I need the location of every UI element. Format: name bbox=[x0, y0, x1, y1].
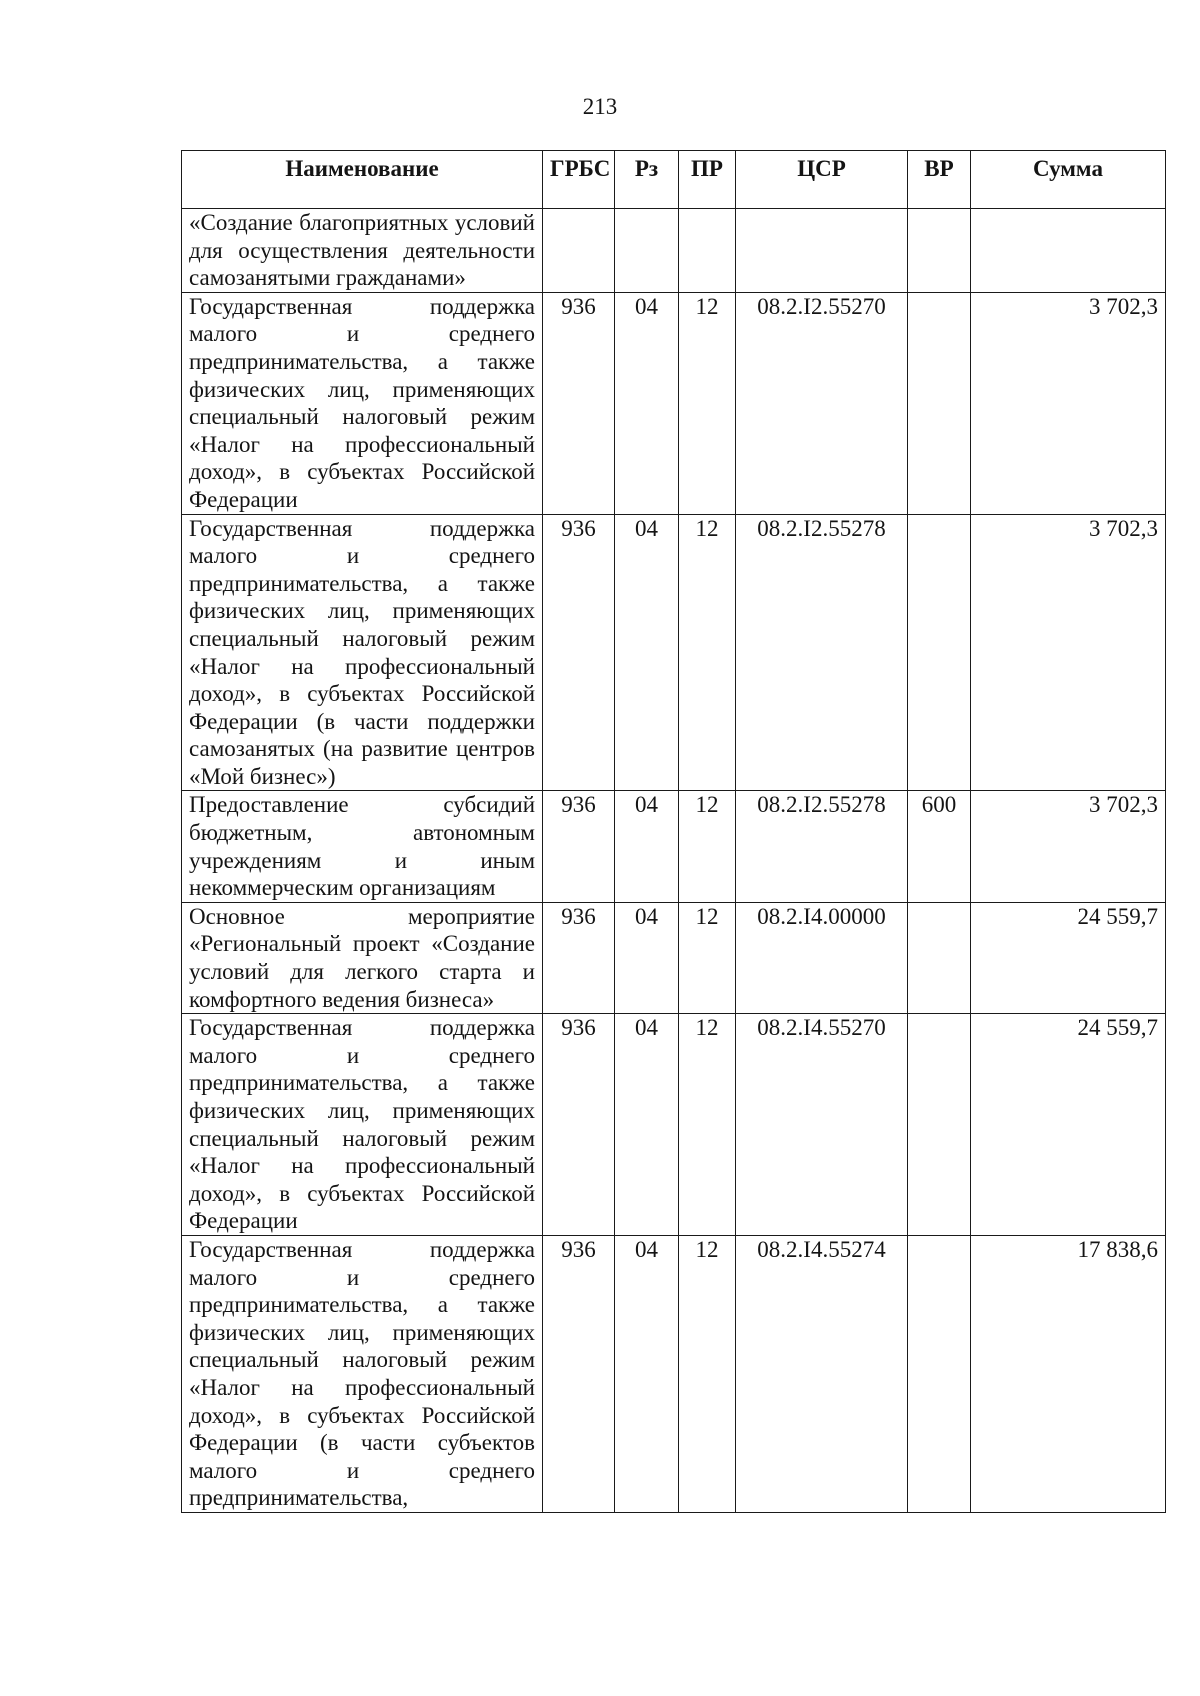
row-csr-cell bbox=[736, 209, 908, 293]
row-rz-cell: 04 bbox=[615, 292, 679, 514]
row-pr-cell: 12 bbox=[679, 902, 736, 1013]
row-pr-cell: 12 bbox=[679, 1235, 736, 1512]
row-grbs-cell: 936 bbox=[543, 791, 615, 902]
row-grbs-cell: 936 bbox=[543, 1235, 615, 1512]
row-csr-cell: 08.2.I4.55270 bbox=[736, 1014, 908, 1236]
row-sum-cell: 24 559,7 bbox=[971, 1014, 1166, 1236]
table-header-row bbox=[182, 151, 1166, 209]
table-row bbox=[182, 209, 1166, 293]
row-vr-cell bbox=[908, 209, 971, 293]
row-sum-cell: 3 702,3 bbox=[971, 292, 1166, 514]
row-csr-cell: 08.2.I2.55278 bbox=[736, 514, 908, 791]
row-pr-cell bbox=[679, 209, 736, 293]
row-grbs-cell: 936 bbox=[543, 1014, 615, 1236]
row-name-cell: Предоставление субсидий бюджетным, автономным учреждениям и иным некоммерческим организациям bbox=[182, 791, 543, 902]
row-csr-cell: 08.2.I4.00000 bbox=[736, 902, 908, 1013]
row-vr-cell bbox=[908, 1235, 971, 1512]
column-header-grbs: ГРБС bbox=[543, 151, 615, 209]
column-header-csr: ЦСР bbox=[736, 151, 908, 209]
row-name-cell: Основное мероприятие «Региональный проект «Создание условий для легкого старта и комфортного ведения бизнеса» bbox=[182, 902, 543, 1013]
row-vr-cell bbox=[908, 902, 971, 1013]
column-header-rz: Рз bbox=[615, 151, 679, 209]
row-csr-cell: 08.2.I2.55278 bbox=[736, 791, 908, 902]
page-number: 213 bbox=[582, 94, 618, 119]
row-grbs-cell: 936 bbox=[543, 292, 615, 514]
row-sum-cell: 3 702,3 bbox=[971, 791, 1166, 902]
row-grbs-cell: 936 bbox=[543, 902, 615, 1013]
column-header-pr: ПР bbox=[679, 151, 736, 209]
row-pr-cell: 12 bbox=[679, 1014, 736, 1236]
row-name-cell: Государственная поддержка малого и среднего предпринимательства, а также физических лиц, применяющих специальный налоговый режим «Налог на профессиональный доход», в субъектах Российской Федерации bbox=[182, 1014, 543, 1236]
table-row bbox=[182, 292, 1166, 514]
row-rz-cell: 04 bbox=[615, 1235, 679, 1512]
row-name-cell: Государственная поддержка малого и среднего предпринимательства, а также физических лиц, применяющих специальный налоговый режим «Налог на профессиональный доход», в субъектах Российской Федерации (в части субъектов малого и среднего предпринимательства, bbox=[182, 1235, 543, 1512]
row-pr-cell: 12 bbox=[679, 791, 736, 902]
row-rz-cell bbox=[615, 209, 679, 293]
row-sum-cell: 17 838,6 bbox=[971, 1235, 1166, 1512]
row-rz-cell: 04 bbox=[615, 514, 679, 791]
table-row bbox=[182, 791, 1166, 902]
column-header-name: Наименование bbox=[182, 151, 543, 209]
row-vr-cell: 600 bbox=[908, 791, 971, 902]
row-sum-cell: 3 702,3 bbox=[971, 514, 1166, 791]
row-vr-cell bbox=[908, 1014, 971, 1236]
row-rz-cell: 04 bbox=[615, 902, 679, 1013]
row-rz-cell: 04 bbox=[615, 1014, 679, 1236]
column-header-vr: ВР bbox=[908, 151, 971, 209]
row-vr-cell bbox=[908, 514, 971, 791]
table-row bbox=[182, 514, 1166, 791]
row-csr-cell: 08.2.I2.55270 bbox=[736, 292, 908, 514]
row-pr-cell: 12 bbox=[679, 292, 736, 514]
row-grbs-cell: 936 bbox=[543, 514, 615, 791]
row-rz-cell: 04 bbox=[615, 791, 679, 902]
row-sum-cell: 24 559,7 bbox=[971, 902, 1166, 1013]
row-pr-cell: 12 bbox=[679, 514, 736, 791]
row-name-cell: Государственная поддержка малого и среднего предпринимательства, а также физических лиц, применяющих специальный налоговый режим «Налог на профессиональный доход», в субъектах Российской Федерации (в части поддержки самозанятых (на развитие центров «Мой бизнес») bbox=[182, 514, 543, 791]
row-vr-cell bbox=[908, 292, 971, 514]
column-header-sum: Сумма bbox=[971, 151, 1166, 209]
table-row bbox=[182, 1235, 1166, 1512]
row-csr-cell: 08.2.I4.55274 bbox=[736, 1235, 908, 1512]
row-name-cell: «Создание благоприятных условий для осуществления деятельности самозанятыми гражданами» bbox=[182, 209, 543, 293]
table-row bbox=[182, 902, 1166, 1013]
table-row bbox=[182, 1014, 1166, 1236]
row-name-cell: Государственная поддержка малого и среднего предпринимательства, а также физических лиц, применяющих специальный налоговый режим «Налог на профессиональный доход», в субъектах Российской Федерации bbox=[182, 292, 543, 514]
budget-table bbox=[181, 150, 1166, 1513]
row-grbs-cell bbox=[543, 209, 615, 293]
row-sum-cell bbox=[971, 209, 1166, 293]
